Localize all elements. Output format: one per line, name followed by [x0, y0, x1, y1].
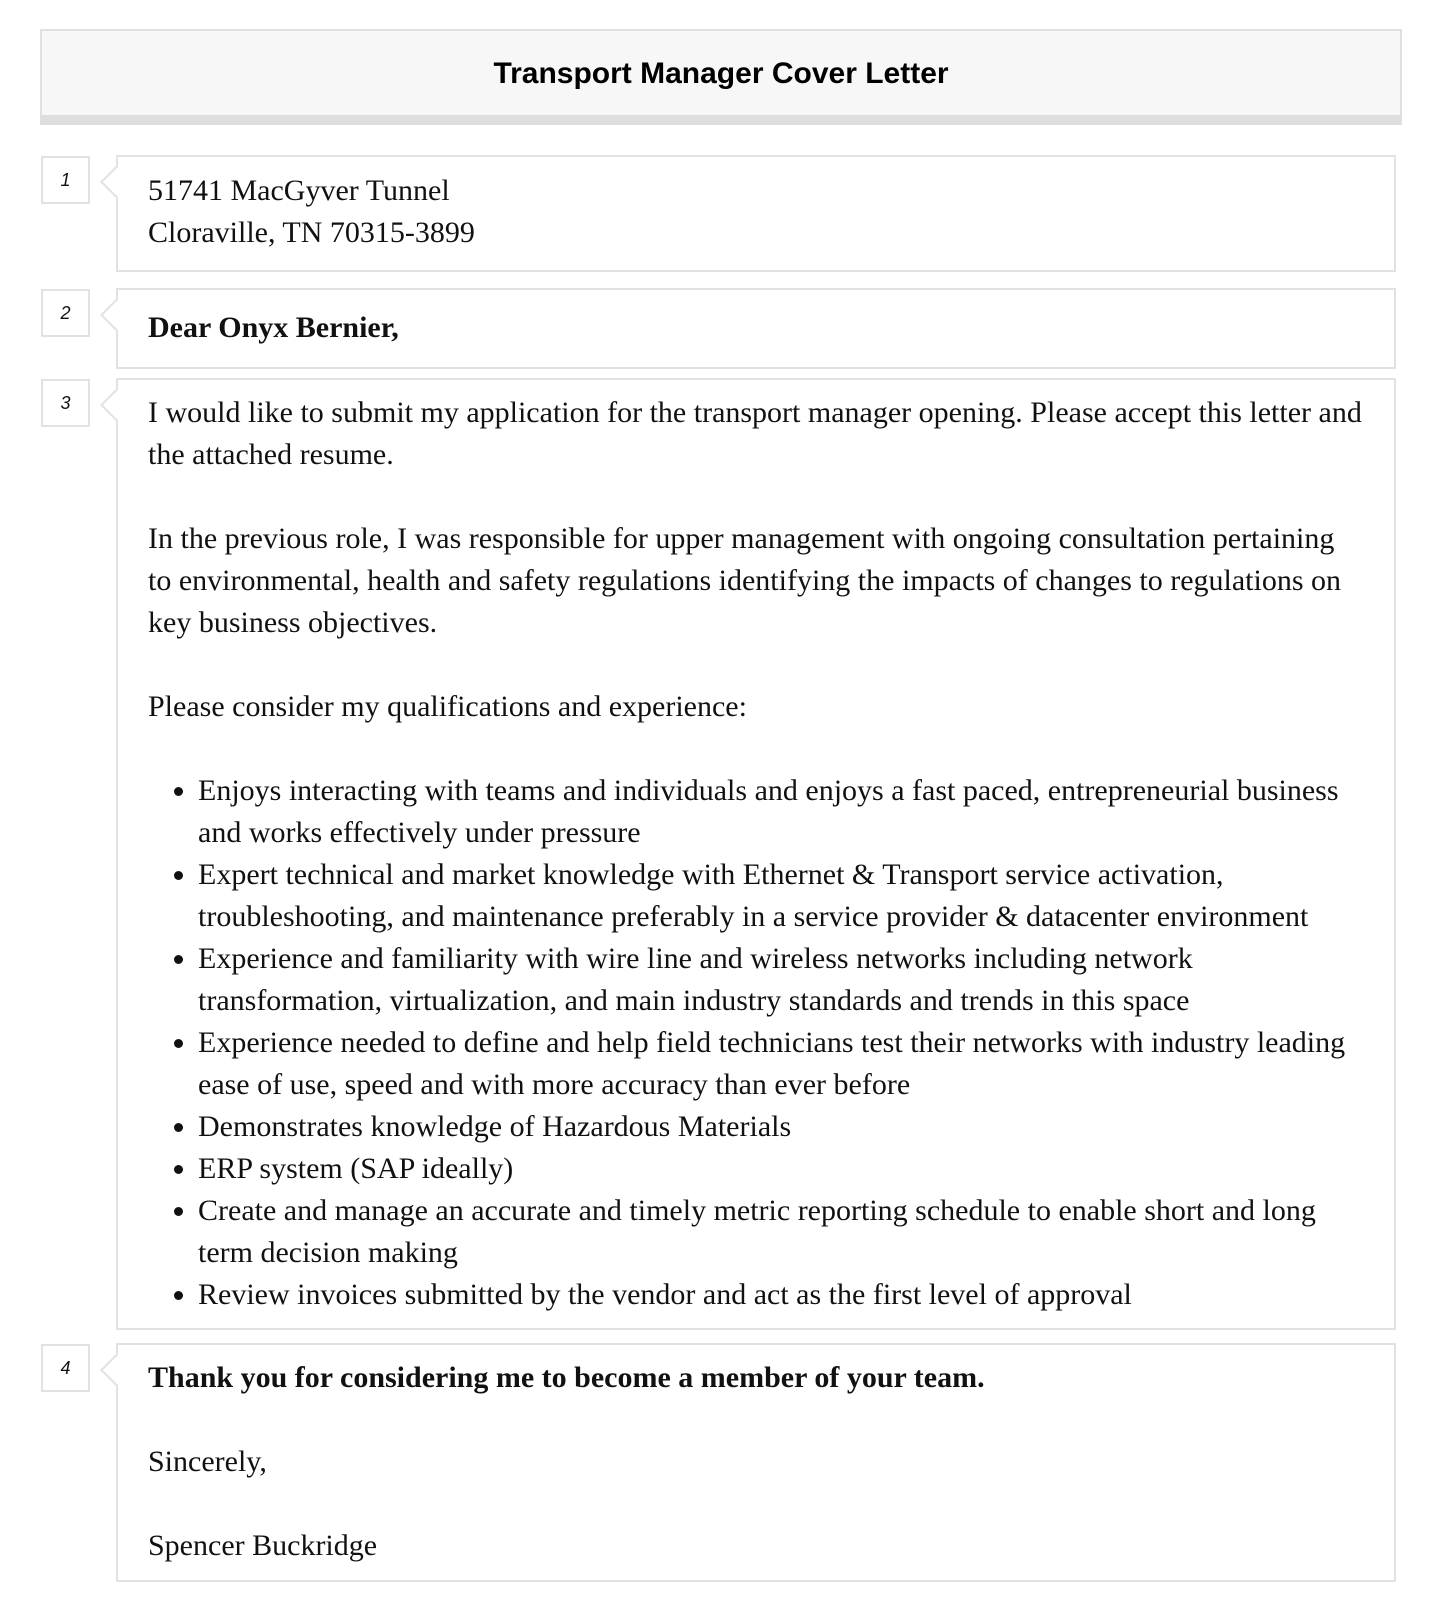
- salutation: Dear Onyx Bernier,: [148, 311, 399, 344]
- address-line-1: 51741 MacGyver Tunnel: [148, 174, 450, 207]
- list-item: • Experience and familiarity with wire line and wireless networks including network transformation, virtualization, and main industry standards and trends in this space: [198, 938, 1364, 1022]
- list-item: • ERP system (SAP ideally): [198, 1148, 1364, 1190]
- signature-name: Spencer Buckridge: [148, 1529, 378, 1562]
- intro-paragraph: I would like to submit my application for the transport manager opening. Please accept this letter and the attached resume.: [148, 396, 1362, 471]
- page-title: Transport Manager Cover Letter: [493, 57, 949, 90]
- qualifications-list: [148, 770, 1364, 1316]
- address-block: [116, 155, 1396, 272]
- qualifications-intro: Please consider my qualifications and experience:: [148, 690, 747, 723]
- list-item: • Create and manage an accurate and timely metric reporting schedule to enable short and long term decision making: [198, 1190, 1364, 1274]
- salutation-block: [116, 288, 1396, 369]
- section-number: 3: [41, 379, 90, 427]
- list-item: • Expert technical and market knowledge with Ethernet & Transport service activation, troubleshooting, and maintenance preferably in a service provider & datacenter environment: [198, 854, 1364, 938]
- closing-block: [116, 1343, 1396, 1582]
- body-block: [116, 378, 1396, 1330]
- list-item: • Review invoices submitted by the vendor and act as the first level of approval: [198, 1274, 1364, 1316]
- page-header: [40, 29, 1402, 125]
- list-item: • Experience needed to define and help field technicians test their networks with industry leading ease of use, speed and with more accuracy than ever before: [198, 1022, 1364, 1106]
- section-number: 4: [41, 1344, 90, 1392]
- signoff: Sincerely,: [148, 1445, 267, 1478]
- closing-sentence: Thank you for considering me to become a member of your team.: [148, 1361, 985, 1394]
- list-item: • Enjoys interacting with teams and individuals and enjoys a fast paced, entrepreneurial business and works effectively under pressure: [198, 770, 1364, 854]
- address-line-2: Cloraville, TN 70315-3899: [148, 216, 475, 249]
- section-number: 1: [41, 156, 90, 204]
- section-number: 2: [41, 289, 90, 337]
- experience-paragraph: In the previous role, I was responsible for upper management with ongoing consultation pertaining to environmental, health and safety regulations identifying the impacts of changes to regulations on key business objectives.: [148, 522, 1342, 639]
- list-item: • Demonstrates knowledge of Hazardous Materials: [198, 1106, 1364, 1148]
